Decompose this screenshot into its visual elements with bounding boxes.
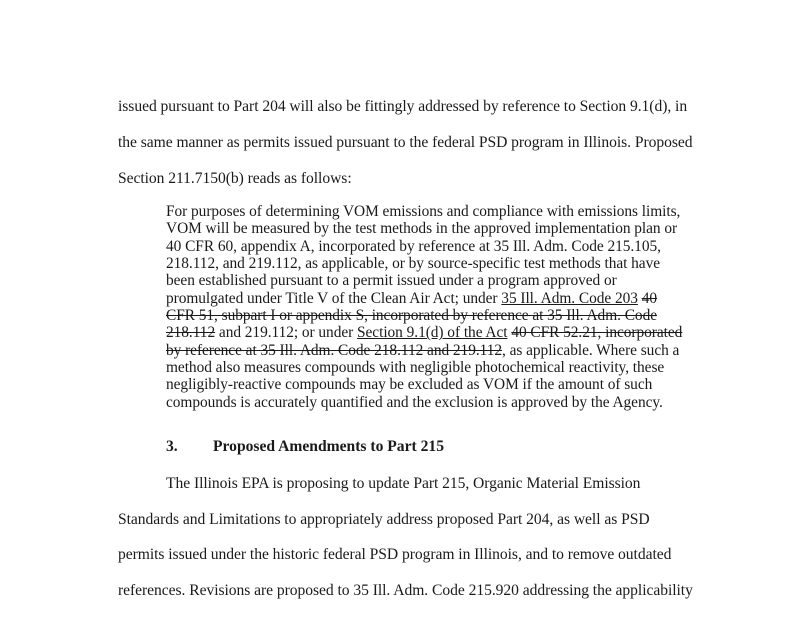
quote-line: been established pursuant to a permit issued under a program approved or (166, 272, 617, 290)
inserted-text: 35 Ill. Adm. Code 203 (501, 289, 638, 307)
quote-line: 40 CFR 60, appendix A, incorporated by reference at 35 Ill. Adm. Code 215.105, (166, 237, 661, 255)
quote-line (166, 290, 711, 307)
paragraph-line: the same manner as permits issued pursuant to the federal PSD program in Illinois. Proposed (118, 134, 693, 151)
paragraph-line: Standards and Limitations to appropriately address proposed Part 204, as well as PSD (118, 511, 650, 528)
quote-line: compounds is accurately quantified and the exclusion is approved by the Agency. (166, 393, 663, 411)
block-quote (166, 203, 711, 411)
quote-text: , as applicable. Where such a (502, 341, 680, 359)
quote-line (166, 307, 711, 324)
paragraph-line: The Illinois EPA is proposing to update Part 215, Organic Material Emission (166, 475, 641, 492)
deleted-text: CFR 51, subpart I or appendix S, incorporated by reference at 35 Ill. Adm. Code (166, 307, 658, 325)
deleted-text: 40 (641, 289, 658, 307)
deleted-text: 40 CFR 52.21, incorporated (511, 324, 683, 342)
paragraph-line: permits issued under the historic federal PSD program in Illinois, and to remove outdated (118, 546, 672, 563)
quote-line: For purposes of determining VOM emissions and compliance with emissions limits, (166, 203, 681, 220)
quote-text: and 219.112; or under (215, 324, 358, 342)
section-number: 3. (166, 438, 178, 455)
paragraph-line: Section 211.7150(b) reads as follows: (118, 170, 352, 187)
quote-line (166, 342, 711, 359)
paragraph-line: issued pursuant to Part 204 will also be fittingly addressed by reference to Section 9.1(d), in (118, 98, 688, 115)
inserted-text: Section 9.1(d) of the Act (357, 324, 508, 342)
paragraph-line: references. Revisions are proposed to 35 Ill. Adm. Code 215.920 addressing the applicability (118, 582, 693, 599)
quote-line: negligibly-reactive compounds may be excluded as VOM if the amount of such (166, 376, 653, 394)
deleted-text: by reference at 35 Ill. Adm. Code 218.112 and 219.112 (166, 341, 503, 359)
deleted-text: 218.112 (166, 324, 216, 342)
section-title: Proposed Amendments to Part 215 (213, 438, 445, 455)
quote-text: promulgated under Title V of the Clean Air Act; under (166, 289, 502, 307)
section-heading (166, 438, 444, 456)
quote-line (166, 324, 711, 341)
quote-line: method also measures compounds with negligible photochemical reactivity, these (166, 359, 665, 377)
quote-line: VOM will be measured by the test methods in the approved implementation plan or (166, 220, 678, 238)
quote-line: 218.112, and 219.112, as applicable, or by source-specific test methods that have (166, 255, 661, 273)
